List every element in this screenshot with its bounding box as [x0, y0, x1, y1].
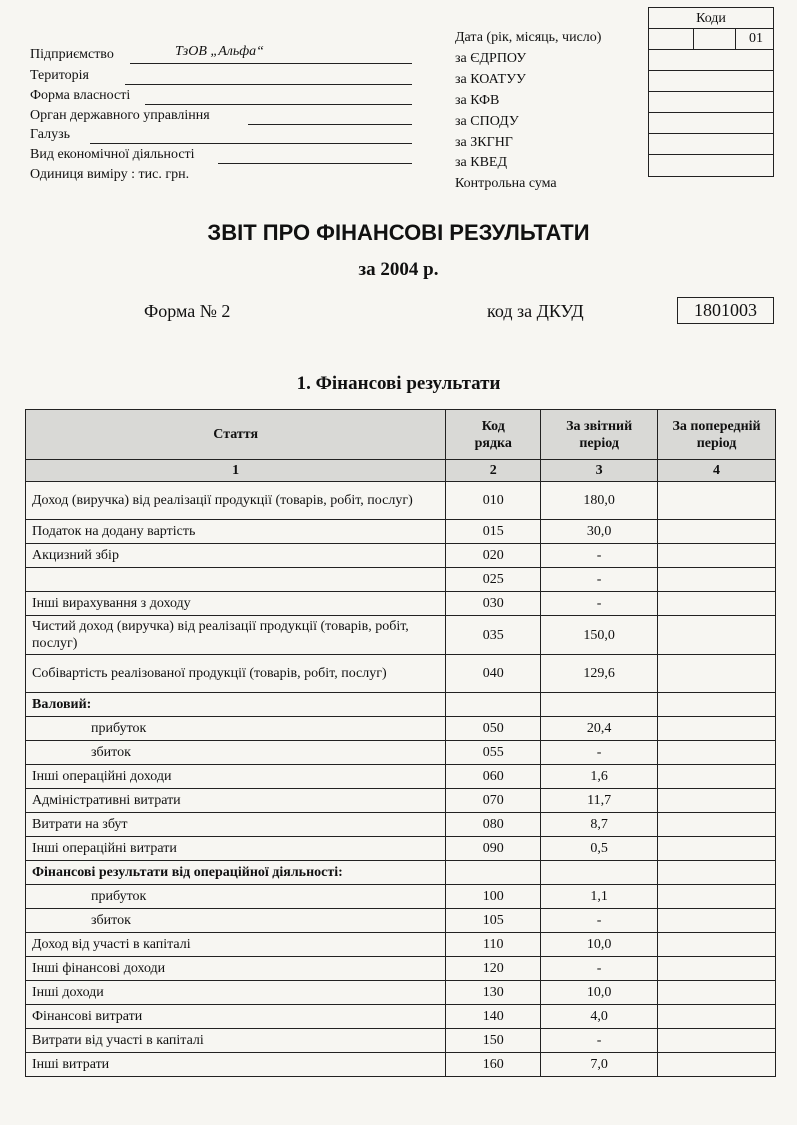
row-current: 20,4 — [541, 717, 658, 741]
table-row — [26, 885, 776, 909]
codes-row-date — [649, 29, 773, 50]
row-current: 129,6 — [541, 655, 658, 693]
industry-label: Галузь — [30, 127, 70, 142]
row-previous — [658, 861, 776, 885]
unit-label: Одиниця виміру : тис. грн. — [30, 167, 190, 182]
row-name: Податок на додану вартість — [26, 520, 446, 544]
row-name: Витрати на збут — [26, 813, 446, 837]
row-code: 015 — [446, 520, 541, 544]
enterprise-underline — [130, 63, 412, 64]
row-current: 10,0 — [541, 933, 658, 957]
row-name: збиток — [26, 741, 446, 765]
row-code — [446, 693, 541, 717]
row-code: 070 — [446, 789, 541, 813]
row-name: Інші вирахування з доходу — [26, 592, 446, 616]
form-number: Форма № 2 — [144, 301, 231, 321]
row-name: Акцизний збір — [26, 544, 446, 568]
row-name: прибуток — [26, 885, 446, 909]
activity-label: Вид економічної діяльності — [30, 147, 195, 162]
row-name: Інші доходи — [26, 981, 446, 1005]
row-name — [26, 568, 446, 592]
codes-row-zkgng — [649, 134, 773, 155]
codes-row-spodu — [649, 113, 773, 134]
codes-divider — [693, 29, 694, 49]
row-current — [541, 861, 658, 885]
column-number: 4 — [658, 460, 776, 482]
table-row — [26, 655, 776, 693]
row-previous — [658, 765, 776, 789]
row-code: 130 — [446, 981, 541, 1005]
row-previous — [658, 717, 776, 741]
column-number: 1 — [26, 460, 446, 482]
row-previous — [658, 789, 776, 813]
row-code: 050 — [446, 717, 541, 741]
row-name: Інші операційні доходи — [26, 765, 446, 789]
row-previous — [658, 520, 776, 544]
gov-body-label: Орган державного управління — [30, 108, 210, 123]
row-name: Адміністративні витрати — [26, 789, 446, 813]
table-row — [26, 1005, 776, 1029]
edrpou-label: за ЄДРПОУ — [455, 51, 527, 66]
territory-underline — [125, 84, 412, 85]
row-current: 7,0 — [541, 1053, 658, 1077]
row-previous — [658, 981, 776, 1005]
row-current: 4,0 — [541, 1005, 658, 1029]
row-previous — [658, 1053, 776, 1077]
codes-row-edrpou — [649, 50, 773, 71]
row-current: - — [541, 957, 658, 981]
table-row — [26, 909, 776, 933]
row-previous — [658, 568, 776, 592]
row-current: - — [541, 592, 658, 616]
row-name: прибуток — [26, 717, 446, 741]
table-row — [26, 813, 776, 837]
row-previous — [658, 813, 776, 837]
row-current — [541, 693, 658, 717]
row-current: 11,7 — [541, 789, 658, 813]
table-row — [26, 717, 776, 741]
row-current: 180,0 — [541, 482, 658, 520]
row-current: 8,7 — [541, 813, 658, 837]
report-period: за 2004 р. — [358, 259, 439, 280]
territory-label: Територія — [30, 68, 89, 83]
row-code: 060 — [446, 765, 541, 789]
table-row — [26, 981, 776, 1005]
row-name: Фінансові результати від операційної діяльності: — [26, 861, 446, 885]
row-name: Доход (виручка) від реалізації продукції (товарів, робіт, послуг) — [26, 482, 446, 520]
table-row — [26, 1029, 776, 1053]
row-previous — [658, 616, 776, 655]
checksum-label: Контрольна сума — [455, 176, 557, 191]
row-code: 080 — [446, 813, 541, 837]
row-previous — [658, 693, 776, 717]
row-previous — [658, 885, 776, 909]
row-code: 105 — [446, 909, 541, 933]
row-previous — [658, 741, 776, 765]
row-code: 120 — [446, 957, 541, 981]
row-previous — [658, 957, 776, 981]
row-name: Інші витрати — [26, 1053, 446, 1077]
row-previous — [658, 1029, 776, 1053]
row-current: 1,1 — [541, 885, 658, 909]
header-code: Код рядка — [446, 410, 541, 460]
gov-body-underline — [248, 124, 412, 125]
codes-row-kfv — [649, 92, 773, 113]
table-row — [26, 741, 776, 765]
row-name: Собівартість реалізованої продукції (товарів, робіт, послуг) — [26, 655, 446, 693]
row-name: Фінансові витрати — [26, 1005, 446, 1029]
row-previous — [658, 482, 776, 520]
column-number: 2 — [446, 460, 541, 482]
row-name: Доход від участі в капіталі — [26, 933, 446, 957]
table-row — [26, 765, 776, 789]
row-code: 140 — [446, 1005, 541, 1029]
table-header-row — [26, 410, 776, 460]
row-code: 010 — [446, 482, 541, 520]
table-row — [26, 693, 776, 717]
row-name: Валовий: — [26, 693, 446, 717]
koatuu-label: за КОАТУУ — [455, 72, 526, 87]
row-previous — [658, 655, 776, 693]
row-current: - — [541, 568, 658, 592]
row-code: 160 — [446, 1053, 541, 1077]
codes-row-kved — [649, 155, 773, 176]
row-code: 025 — [446, 568, 541, 592]
section-title: 1. Фінансові результати — [296, 373, 501, 394]
report-title: ЗВІТ ПРО ФІНАНСОВІ РЕЗУЛЬТАТИ — [207, 220, 590, 245]
row-previous — [658, 592, 776, 616]
row-previous — [658, 544, 776, 568]
table-row — [26, 861, 776, 885]
codes-row-koatuu — [649, 71, 773, 92]
row-current: 1,6 — [541, 765, 658, 789]
table-row — [26, 789, 776, 813]
row-current: 10,0 — [541, 981, 658, 1005]
enterprise-value: ТзОВ „Альфа“ — [175, 44, 264, 59]
table-row — [26, 482, 776, 520]
row-current: - — [541, 544, 658, 568]
table-row — [26, 616, 776, 655]
row-code — [446, 861, 541, 885]
table-row — [26, 933, 776, 957]
row-code: 100 — [446, 885, 541, 909]
row-previous — [658, 933, 776, 957]
row-current: - — [541, 1029, 658, 1053]
row-name: Чистий доход (виручка) від реалізації продукції (товарів, робіт, послуг) — [26, 616, 446, 655]
industry-underline — [90, 143, 412, 144]
column-number-row — [26, 460, 776, 482]
row-code: 035 — [446, 616, 541, 655]
row-code: 055 — [446, 741, 541, 765]
table-row — [26, 1053, 776, 1077]
spodu-label: за СПОДУ — [455, 114, 519, 129]
row-code: 030 — [446, 592, 541, 616]
dkud-code: 1801003 — [677, 297, 774, 324]
codes-title: Коди — [649, 8, 773, 29]
row-code: 040 — [446, 655, 541, 693]
table-row — [26, 568, 776, 592]
table-row — [26, 957, 776, 981]
row-code: 150 — [446, 1029, 541, 1053]
row-name: збиток — [26, 909, 446, 933]
row-current: 150,0 — [541, 616, 658, 655]
table-row — [26, 837, 776, 861]
codes-box — [648, 7, 774, 177]
table-row — [26, 592, 776, 616]
financial-results-table — [25, 409, 776, 1077]
enterprise-label: Підприємство — [30, 47, 114, 62]
row-name: Інші фінансові доходи — [26, 957, 446, 981]
row-previous — [658, 909, 776, 933]
row-code: 110 — [446, 933, 541, 957]
ownership-label: Форма власності — [30, 88, 131, 103]
kved-label: за КВЕД — [455, 155, 508, 170]
dkud-label: код за ДКУД — [487, 301, 584, 321]
header-current-period: За звітний період — [541, 410, 658, 460]
row-name: Інші операційні витрати — [26, 837, 446, 861]
codes-divider — [735, 29, 736, 49]
row-code: 020 — [446, 544, 541, 568]
table-row — [26, 544, 776, 568]
date-month-code: 01 — [749, 31, 763, 46]
row-code: 090 — [446, 837, 541, 861]
column-number: 3 — [541, 460, 658, 482]
activity-underline — [218, 163, 412, 164]
row-current: 0,5 — [541, 837, 658, 861]
header-previous-period: За попередній період — [658, 410, 776, 460]
kfv-label: за КФВ — [455, 93, 500, 108]
row-previous — [658, 837, 776, 861]
zkgng-label: за ЗКГНГ — [455, 135, 513, 150]
header-article: Стаття — [26, 410, 446, 460]
date-label: Дата (рік, місяць, число) — [455, 30, 602, 45]
table-row — [26, 520, 776, 544]
row-previous — [658, 1005, 776, 1029]
row-current: - — [541, 909, 658, 933]
row-name: Витрати від участі в капіталі — [26, 1029, 446, 1053]
ownership-underline — [145, 104, 412, 105]
row-current: 30,0 — [541, 520, 658, 544]
row-current: - — [541, 741, 658, 765]
